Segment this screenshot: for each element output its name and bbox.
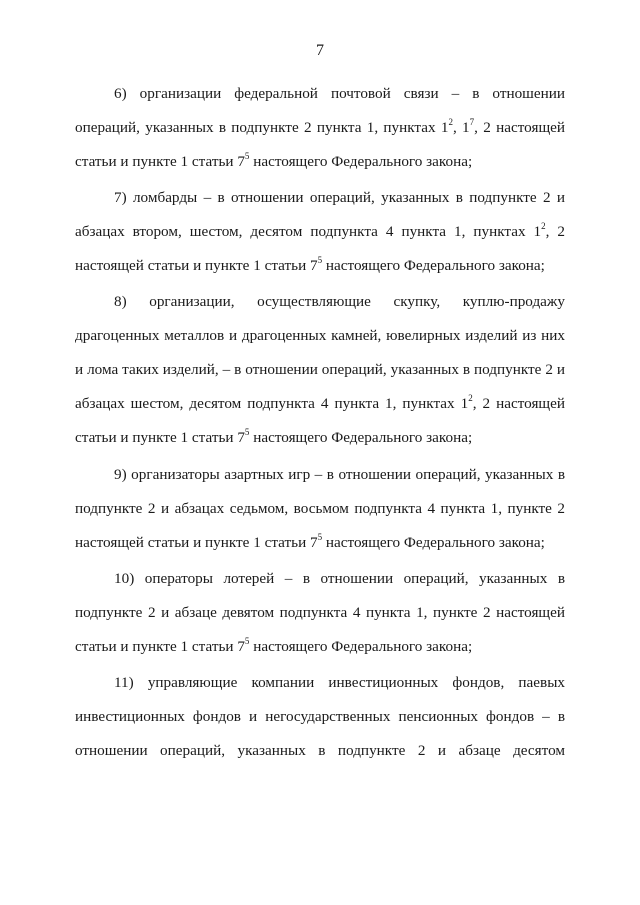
paragraph-9-line-1: 9) организаторы азартных игр – в отношении операций, указанных в <box>114 466 565 483</box>
paragraph-11-line-3: отношении операций, указанных в подпункте 2 и абзаце десятом <box>75 742 565 759</box>
paragraph-7-line-3: настоящей статьи и пункте 1 статьи $7^5$ настоящего Федерального закона; <box>75 254 545 274</box>
paragraph-6-line-1: 6) организации федеральной почтовой связи – в отношении <box>114 85 565 102</box>
paragraph-9-line-2: подпункте 2 и абзацах седьмом, восьмом подпункта 4 пункта 1, пункте 2 <box>75 500 565 517</box>
paragraph-9-line-3: настоящей статьи и пункте 1 статьи $7^5$ настоящего Федерального закона; <box>75 531 545 551</box>
paragraph-6-line-3: статьи и пункте 1 статьи $7^5$ настоящего Федерального закона; <box>75 150 473 170</box>
paragraph-8-line-5: статьи и пункте 1 статьи $7^5$ настоящего Федерального закона; <box>75 426 473 446</box>
paragraph-8-line-2: драгоценных металлов и драгоценных камней, ювелирных изделий из них <box>75 327 565 344</box>
paragraph-10-line-2: подпункте 2 и абзаце девятом подпункта 4 пункта 1, пункте 2 настоящей <box>75 604 565 621</box>
paragraph-11-line-2: инвестиционных фондов и негосударственных пенсионных фондов – в <box>75 708 565 725</box>
page-number: 7 <box>316 42 324 59</box>
paragraph-10-line-3: статьи и пункте 1 статьи $7^5$ настоящего Федерального закона; <box>75 635 473 655</box>
paragraph-7-line-1: 7) ломбарды – в отношении операций, указанных в подпункте 2 и <box>114 189 565 206</box>
paragraph-8-line-1: 8) организации, осуществляющие скупку, куплю-продажу <box>114 293 565 310</box>
paragraph-11-line-1: 11) управляющие компании инвестиционных фондов, паевых <box>114 674 565 691</box>
paragraph-8-line-4: абзацах шестом, десятом подпункта 4 пункта 1, пунктах $1^2$, 2 настоящей <box>75 392 565 412</box>
paragraph-6-line-2: операций, указанных в подпункте 2 пункта 1, пунктах $1^2$, $1^7$, 2 настоящей <box>75 116 566 136</box>
paragraph-7-line-2: абзацах втором, шестом, десятом подпункта 4 пункта 1, пунктах $1^2$, 2 <box>75 220 566 240</box>
paragraph-10-line-1: 10) операторы лотерей – в отношении операций, указанных в <box>114 570 565 587</box>
paragraph-8-line-3: и лома таких изделий, – в отношении операций, указанных в подпункте 2 и <box>75 361 565 378</box>
